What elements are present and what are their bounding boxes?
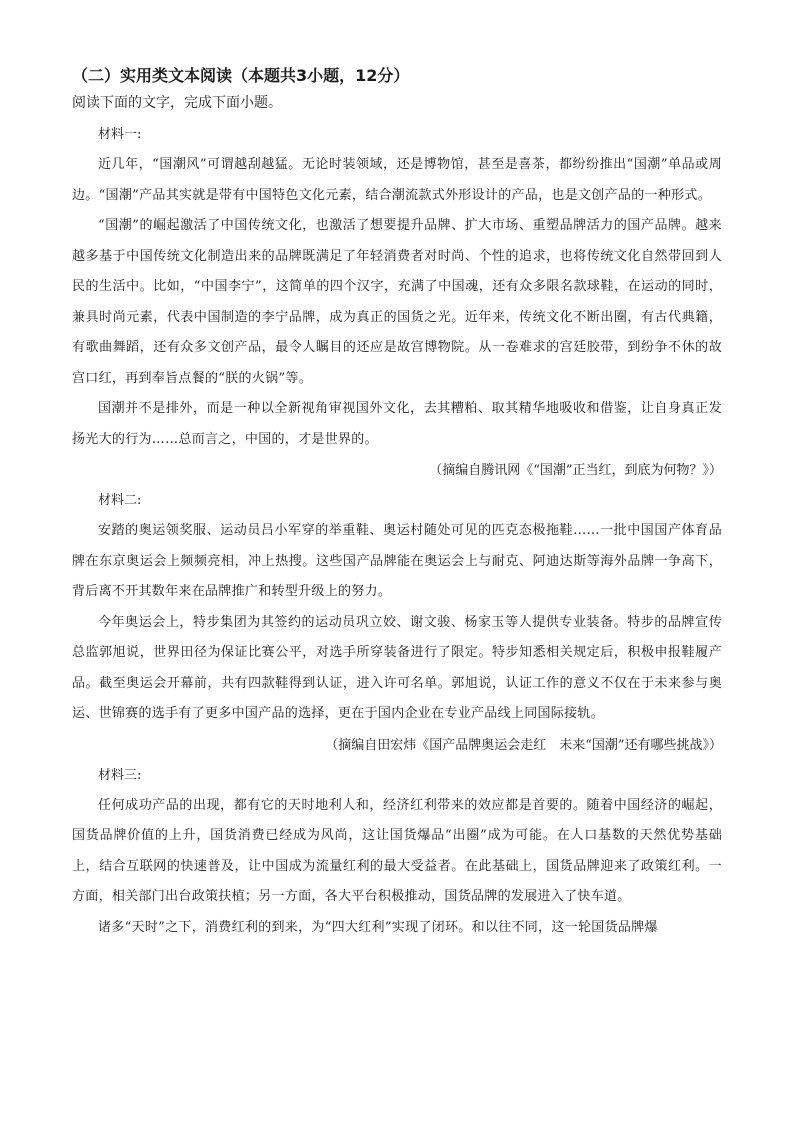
paragraph: “国潮”的崛起激活了中国传统文化，也激活了想要提升品牌、扩大市场、重塑品牌活力的国产品牌。越来越多基于中国传统文化制造出来的品牌既满足了年轻消费者对时尚、个性的追求，也将传统文化自然带回到人民的生活中。比如，“中国李宁”，这简单的四个汉字，充满了中国魂，还有众多限名款球鞋，在运动的同时，兼具时尚元素，代表中国制造的李宁品牌，成为真正的国货之光。近年来，传统文化不断出圈，有古代典籍，有歌曲舞蹈，还有众多文创产品，最令人瞩目的还应是故宫博物院。从一卷难求的宫廷胶带，到纷争不休的故宫口红，再到奉旨点餐的“朕的火锅”等。 [72,218,722,386]
material-one [72,120,722,486]
material-label: 材料三: [98,767,142,783]
material-label: 材料二: [98,493,142,508]
paragraph: 任何成功产品的出现，都有它的天时地利人和，经济红利带来的效应都是首要的。随着中国经济的崛起，国货品牌价值的上升，国货消费已经成为风尚，这让国货爆品“出圈”成为可能。在人口基数的天然优势基础上，结合互联网的快速普及，让中国成为流量红利的最大受益者。在此基础上，国货品牌迎来了政策红利。一方面，相关部门出台政策扶植；另一方面，各大平台积极推动，国货品牌的发展进入了快车道。 [72,797,722,904]
source-citation: （摘编自田宏炜《国产品牌奥运会走红 未来“国潮”还有哪些挑战》） [325,737,722,753]
paragraph: 近几年，“国潮风”可谓越刮越猛。无论时装领域，还是博物馆，甚至是喜茶，都纷纷推出“国潮”单品或周边。“国潮”产品其实就是带有中国特色文化元素，结合潮流款式外形设计的产品，也是文创产品的一种形式。 [72,157,722,203]
section-title: （二）实用类文本阅读（本题共3小题，12分） [72,66,410,85]
material-three [72,761,722,944]
paragraph: 诸多“天时”之下，消费红利的到来，为“四大红利”实现了闭环。和以往不同，这一轮国货品牌爆 [98,919,658,935]
paragraph: 安踏的奥运领奖服、运动员吕小军穿的举重鞋、奥运村随处可见的匹克态极拖鞋……一批中国国产体育品牌在东京奥运会上频频亮相，冲上热搜。这些国产品牌能在奥运会上与耐克、阿迪达斯等海外品牌一争高下，背后离不开其数年来在品牌推广和转型升级上的努力。 [72,523,722,599]
instruction-text: 阅读下面的文字，完成下面小题。 [72,95,282,111]
paragraph: 国潮并不是排外，而是一种以全新视角审视国外文化，去其糟粕、取其精华地吸收和借鉴，让自身真正发扬光大的行为……总而言之，中国的，才是世界的。 [72,401,722,447]
material-label: 材料一: [98,127,142,142]
exam-page [72,62,722,943]
material-two [72,486,722,761]
paragraph: 今年奥运会上，特步集团为其签约的运动员巩立姣、谢文骏、杨家玉等人提供专业装备。特步的品牌宣传总监郭旭说，世界田径为保证比赛公平，对选手所穿装备进行了限定。特步知悉相关规定后，积极申报鞋履产品。截至奥运会开幕前，共有四款鞋得到认证，进入许可名单。郭旭说，认证工作的意义不仅在于未来参与奥运、世锦赛的选手有了更多中国产品的选择，更在于国内企业在专业产品线上同国际接轨。 [72,614,722,721]
source-citation: （摘编自腾讯网《“国潮”正当红，到底为何物？》） [429,463,722,478]
